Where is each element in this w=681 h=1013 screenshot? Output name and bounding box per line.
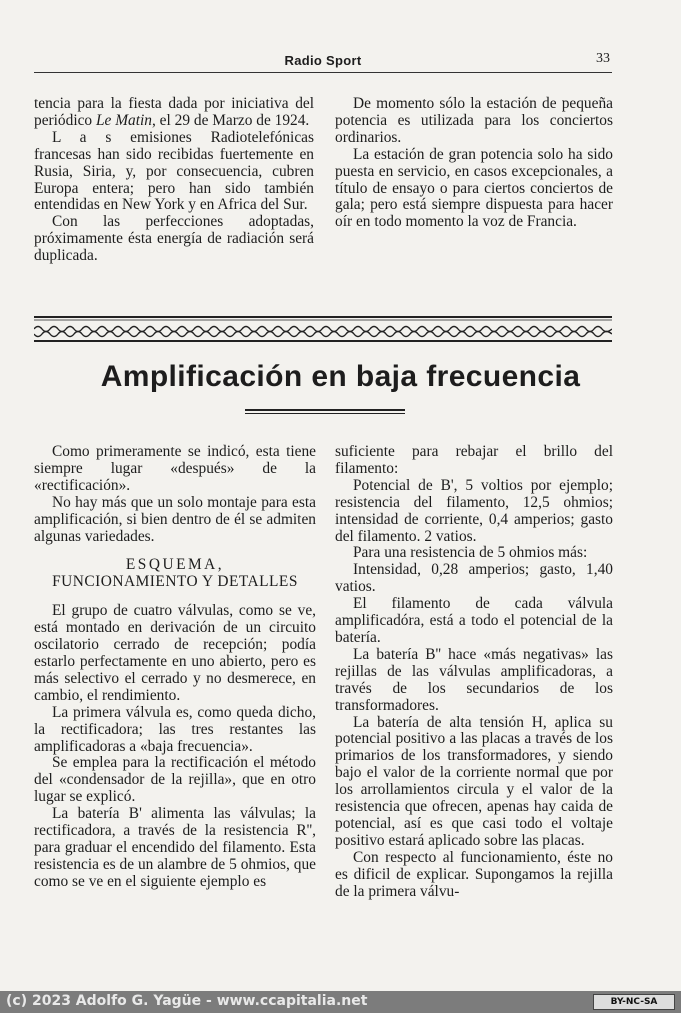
paragraph <box>34 96 314 130</box>
text-run: tencia para la fiesta dada por iniciativa del periódico <box>34 95 314 129</box>
newspaper-name: Le Matin <box>95 111 152 129</box>
article-right-column <box>335 444 613 900</box>
paragraph: suficiente para rebajar el brillo del filamento: <box>335 443 613 477</box>
paragraph: El grupo de cuatro válvulas, como se ve, está montado en derivación de un circuito oscilatorio cerrado de recepción; podía estarlo perfectamente en uno abierto, pero es más selectivo el cerrado y no desmerece, en cambio, el rendimiento. <box>34 602 316 704</box>
paragraph: La estación de gran potencia solo ha sido puesta en servicio, en casos excepcionales, a título de ensayo o para ciertos conciertos de gala; pero está siempre dispuesta para hacer oír en todo momento la voz de Francia. <box>335 145 613 231</box>
cc-license-badge <box>593 994 675 1010</box>
license-label: BY-NC-SA <box>610 997 658 1007</box>
running-header <box>34 50 612 73</box>
paragraph: La batería B'' hace «más negativas» las rejillas de las válvulas amplificadoras, a través de los secundarios de los transformadores. <box>335 645 613 714</box>
paragraph: Se emplea para la rectificación el método del «condensador de la rejilla», que en otro lugar se explicó. <box>34 754 316 806</box>
article-title: Amplificación en baja frecuencia <box>100 360 581 393</box>
paragraph: La batería B' alimenta las válvulas; la rectificadora, a través de la resistencia R'', para graduar el encendido del filamento. Esta resistencia es de un alambre de 5 ohmios, que como se ve en el siguiente ejemplo es <box>34 805 316 890</box>
paragraph: Potencial de B', 5 voltios por ejemplo; resistencia del filamento, 12,5 ohmios; intensidad de corriente, 0,4 amperios; gasto del filamento. 2 vatios. <box>335 476 613 545</box>
paragraph: Como primeramente se indicó, esta tiene siempre lugar «después» de la «rectificación». <box>34 443 316 494</box>
paragraph: Con las perfecciones adoptadas, próximamente ésta energía de radiación será duplicada. <box>34 213 314 265</box>
page-number: 33 <box>596 51 610 66</box>
copyright-footer <box>0 991 681 1013</box>
ornamental-divider <box>34 314 612 344</box>
section-subheading: FUNCIONAMIENTO Y DETALLES <box>52 573 298 591</box>
article-left-column <box>34 444 316 891</box>
top-left-column <box>34 96 314 265</box>
copyright-text: (c) 2023 Adolfo G. Yagüe - www.ccapitalia.net <box>6 993 368 1009</box>
paragraph: Con respecto al funcionamiento, éste no es dificil de explicar. Supongamos la rejilla de la primera válvu- <box>335 848 613 900</box>
paragraph: La primera válvula es, como queda dicho, la rectificadora; las tres restantes las amplificadoras a «baja frecuencia». <box>34 703 316 755</box>
paragraph: El filamento de cada válvula amplificadóra, está a todo el potencial de la batería. <box>335 595 613 646</box>
paragraph: No hay más que un solo montaje para esta amplificación, si bien dentro de él se admiten algunas variedades. <box>34 493 316 545</box>
paragraph: De momento sólo la estación de pequeña potencia es utilizada para los conciertos ordinarios. <box>335 95 613 146</box>
paragraph: Para una resistencia de 5 ohmios más: <box>353 544 588 562</box>
paragraph: Intensidad, 0,28 amperios; gasto, 1,40 vatios. <box>335 561 613 596</box>
paragraph: L a s emisiones Radiotelefónicas francesas han sido recibidas fuertemente en Rusia, Siria, y, por consecuencia, cubren Europa entera; pero han sido también entendidas en New York y en Africa del Sur. <box>34 128 314 214</box>
section-heading: ESQUEMA, <box>125 556 225 574</box>
top-right-column <box>335 96 613 231</box>
paragraph: La batería de alta tensión H, aplica su potencial positivo a las placas a través de los primarios de los transformadores, y siendo bajo el valor de la corriente normal que por los arrollamientos circula y el valor de la resistencia que ofrecen, apenas hay caida de potencial, así es que casi todo el voltaje positivo estará aplicado sobre las placas. <box>335 713 613 849</box>
title-underline-thin <box>245 413 405 414</box>
title-underline <box>245 409 405 411</box>
text-run: , el 29 de Marzo de 1924. <box>151 111 310 129</box>
running-title: Radio Sport <box>284 53 362 68</box>
